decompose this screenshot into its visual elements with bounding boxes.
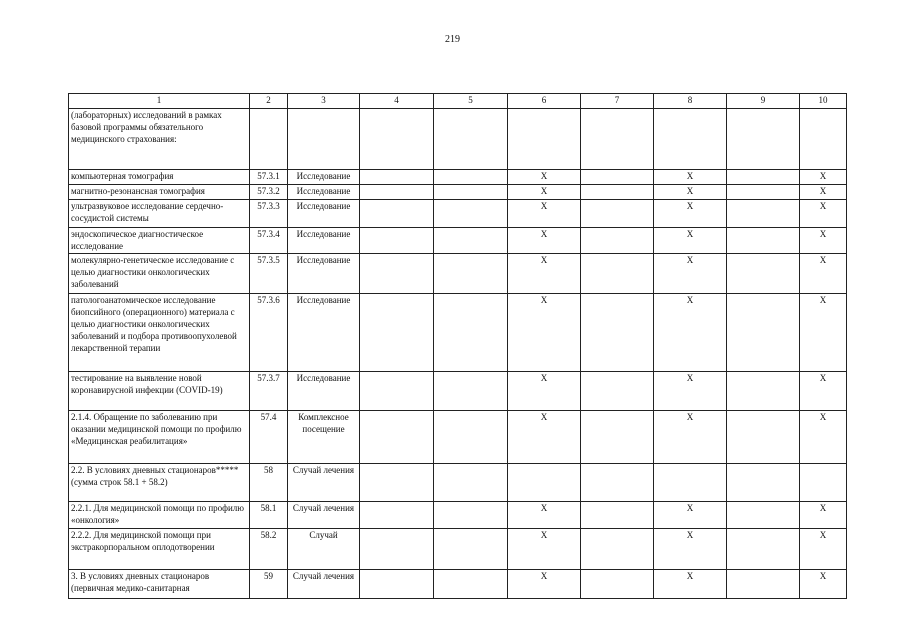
row-description: 2.2.1. Для медицинской помощи по профилю «онкология» — [69, 502, 250, 529]
table-row — [69, 464, 847, 502]
cell-col5 — [434, 372, 508, 411]
cell-col9 — [727, 109, 800, 170]
cell-col5 — [434, 529, 508, 570]
cell-col4 — [360, 502, 434, 529]
cell-col10: X — [800, 411, 847, 464]
row-description: эндоскопическое диагностическое исследование — [69, 227, 250, 254]
cell-col4 — [360, 254, 434, 294]
cell-col10: X — [800, 254, 847, 294]
column-header: 9 — [727, 94, 800, 109]
table-row — [69, 570, 847, 599]
table-row — [69, 227, 847, 254]
cell-col4 — [360, 570, 434, 599]
row-description: магнитно-резонансная томография — [69, 185, 250, 200]
cell-col7 — [581, 570, 654, 599]
cell-col8: X — [654, 570, 727, 599]
column-header: 8 — [654, 94, 727, 109]
cell-col7 — [581, 372, 654, 411]
cell-col7 — [581, 529, 654, 570]
table-row — [69, 254, 847, 294]
cell-col8: X — [654, 185, 727, 200]
row-code: 57.3.2 — [250, 185, 288, 200]
cell-col6 — [508, 464, 581, 502]
cell-col10: X — [800, 529, 847, 570]
cell-col5 — [434, 185, 508, 200]
cell-col7 — [581, 294, 654, 372]
cell-col5 — [434, 109, 508, 170]
row-unit: Случай — [288, 529, 360, 570]
cell-col4 — [360, 294, 434, 372]
cell-col8: X — [654, 170, 727, 185]
row-unit: Случай лечения — [288, 570, 360, 599]
page-number: 219 — [445, 34, 460, 45]
cell-col4 — [360, 372, 434, 411]
row-description: 2.2. В условиях дневных стационаров***** (сумма строк 58.1 + 58.2) — [69, 464, 250, 502]
cell-col5 — [434, 411, 508, 464]
cell-col7 — [581, 254, 654, 294]
cell-col4 — [360, 529, 434, 570]
row-code: 57.3.4 — [250, 227, 288, 254]
cell-col4 — [360, 170, 434, 185]
cell-col8: X — [654, 411, 727, 464]
cell-col6: X — [508, 227, 581, 254]
cell-col6 — [508, 109, 581, 170]
cell-col10: X — [800, 185, 847, 200]
row-unit: Случай лечения — [288, 464, 360, 502]
cell-col10 — [800, 109, 847, 170]
row-description: 2.1.4. Обращение по заболеванию при оказании медицинской помощи по профилю «Медицинская реабилитация» — [69, 411, 250, 464]
column-header: 5 — [434, 94, 508, 109]
column-header: 6 — [508, 94, 581, 109]
table-body — [69, 109, 847, 599]
cell-col6: X — [508, 570, 581, 599]
table-row — [69, 294, 847, 372]
cell-col9 — [727, 227, 800, 254]
row-unit: Исследование — [288, 294, 360, 372]
cell-col6: X — [508, 294, 581, 372]
row-description: (лабораторных) исследований в рамках базовой программы обязательного медицинского страхования: — [69, 109, 250, 170]
cell-col10: X — [800, 502, 847, 529]
table-row — [69, 411, 847, 464]
row-code: 58 — [250, 464, 288, 502]
cell-col10: X — [800, 170, 847, 185]
cell-col6: X — [508, 170, 581, 185]
row-code: 59 — [250, 570, 288, 599]
cell-col8: X — [654, 254, 727, 294]
row-code: 58.2 — [250, 529, 288, 570]
table-row — [69, 185, 847, 200]
cell-col9 — [727, 185, 800, 200]
row-unit — [288, 109, 360, 170]
column-header: 4 — [360, 94, 434, 109]
cell-col9 — [727, 294, 800, 372]
row-code: 57.3.5 — [250, 254, 288, 294]
column-header: 3 — [288, 94, 360, 109]
cell-col5 — [434, 254, 508, 294]
cell-col4 — [360, 227, 434, 254]
cell-col9 — [727, 170, 800, 185]
cell-col6: X — [508, 185, 581, 200]
cell-col6: X — [508, 411, 581, 464]
cell-col6: X — [508, 372, 581, 411]
cell-col7 — [581, 170, 654, 185]
cell-col10: X — [800, 570, 847, 599]
row-description: тестирование на выявление новой коронавирусной инфекции (COVID-19) — [69, 372, 250, 411]
cell-col5 — [434, 227, 508, 254]
row-unit: Исследование — [288, 372, 360, 411]
cell-col5 — [434, 294, 508, 372]
row-description: ультразвуковое исследование сердечно-сосудистой системы — [69, 199, 250, 227]
cell-col9 — [727, 254, 800, 294]
cell-col8: X — [654, 502, 727, 529]
data-table — [68, 93, 847, 599]
cell-col7 — [581, 109, 654, 170]
row-code: 57.4 — [250, 411, 288, 464]
cell-col9 — [727, 199, 800, 227]
cell-col6: X — [508, 529, 581, 570]
row-unit: Исследование — [288, 227, 360, 254]
cell-col9 — [727, 502, 800, 529]
cell-col5 — [434, 170, 508, 185]
cell-col4 — [360, 109, 434, 170]
cell-col10: X — [800, 294, 847, 372]
row-unit: Исследование — [288, 254, 360, 294]
cell-col8: X — [654, 372, 727, 411]
cell-col9 — [727, 570, 800, 599]
column-header: 7 — [581, 94, 654, 109]
cell-col8: X — [654, 227, 727, 254]
cell-col6: X — [508, 199, 581, 227]
cell-col7 — [581, 464, 654, 502]
cell-col9 — [727, 529, 800, 570]
cell-col8 — [654, 109, 727, 170]
cell-col7 — [581, 411, 654, 464]
cell-col8: X — [654, 294, 727, 372]
cell-col5 — [434, 464, 508, 502]
row-description: компьютерная томография — [69, 170, 250, 185]
row-code: 57.3.6 — [250, 294, 288, 372]
cell-col5 — [434, 502, 508, 529]
cell-col5 — [434, 570, 508, 599]
cell-col10: X — [800, 372, 847, 411]
row-code: 57.3.1 — [250, 170, 288, 185]
cell-col8: X — [654, 199, 727, 227]
row-description: молекулярно-генетическое исследование с целью диагностики онкологических заболеваний — [69, 254, 250, 294]
row-unit: Исследование — [288, 185, 360, 200]
cell-col8 — [654, 464, 727, 502]
table-row — [69, 529, 847, 570]
cell-col4 — [360, 199, 434, 227]
cell-col9 — [727, 464, 800, 502]
cell-col9 — [727, 411, 800, 464]
cell-col10: X — [800, 227, 847, 254]
cell-col7 — [581, 227, 654, 254]
cell-col10: X — [800, 199, 847, 227]
table-row — [69, 109, 847, 170]
cell-col7 — [581, 502, 654, 529]
row-description: 3. В условиях дневных стационаров (первичная медико-санитарная — [69, 570, 250, 599]
cell-col8: X — [654, 529, 727, 570]
cell-col4 — [360, 185, 434, 200]
row-unit: Комплексное посещение — [288, 411, 360, 464]
row-unit: Случай лечения — [288, 502, 360, 529]
row-code: 57.3.7 — [250, 372, 288, 411]
row-unit: Исследование — [288, 199, 360, 227]
row-code — [250, 109, 288, 170]
column-header: 1 — [69, 94, 250, 109]
column-header: 10 — [800, 94, 847, 109]
cell-col5 — [434, 199, 508, 227]
row-code: 58.1 — [250, 502, 288, 529]
row-code: 57.3.3 — [250, 199, 288, 227]
table-row — [69, 372, 847, 411]
cell-col4 — [360, 411, 434, 464]
header-row — [69, 94, 847, 109]
table-row — [69, 199, 847, 227]
cell-col10 — [800, 464, 847, 502]
cell-col7 — [581, 185, 654, 200]
cell-col9 — [727, 372, 800, 411]
column-header: 2 — [250, 94, 288, 109]
table-row — [69, 170, 847, 185]
cell-col6: X — [508, 254, 581, 294]
row-unit: Исследование — [288, 170, 360, 185]
cell-col7 — [581, 199, 654, 227]
cell-col6: X — [508, 502, 581, 529]
row-description: 2.2.2. Для медицинской помощи при экстракорпоральном оплодотворении — [69, 529, 250, 570]
table-row — [69, 502, 847, 529]
row-description: патологоанатомическое исследование биопсийного (операционного) материала с целью диагностики онкологических заболеваний и подбора противоопухолевой лекарственной терапии — [69, 294, 250, 372]
cell-col4 — [360, 464, 434, 502]
